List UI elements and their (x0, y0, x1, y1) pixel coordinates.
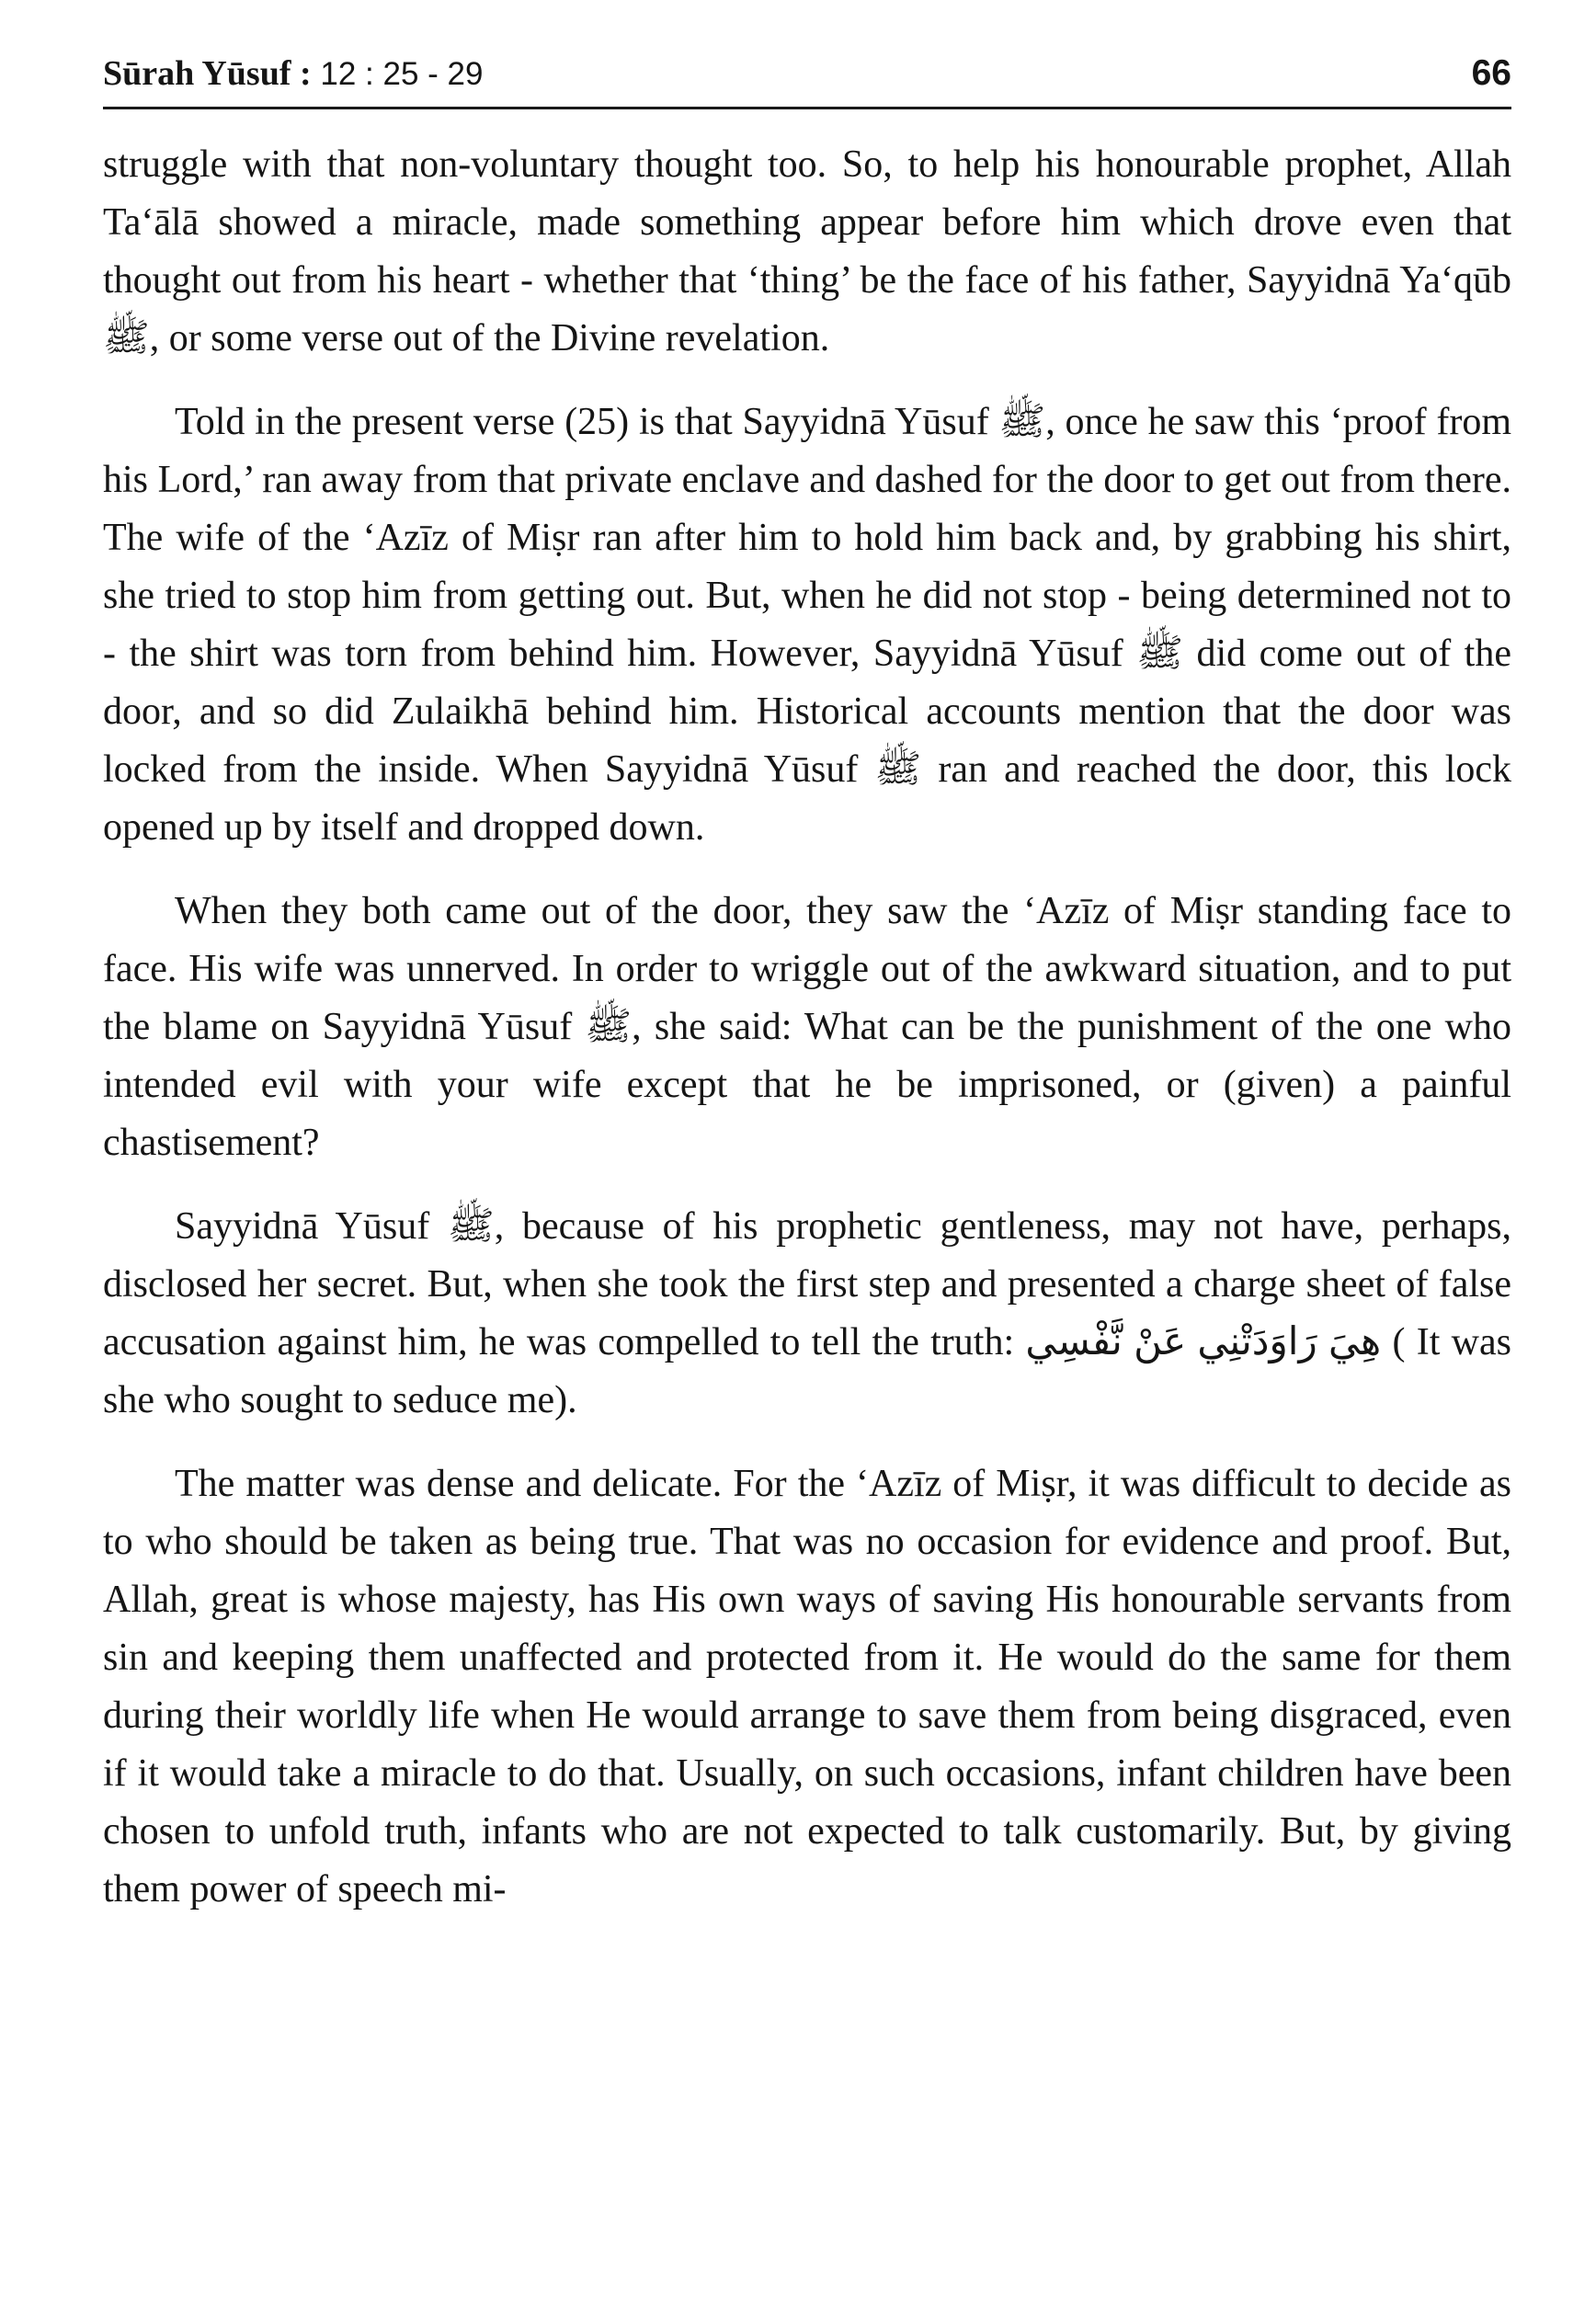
running-header (103, 48, 1511, 107)
verse-range: 12 : 25 - 29 (311, 56, 484, 92)
paragraph: Told in the present verse (25) is that Sayyidnā Yūsuf ﷺ, once he saw this ‘proof from his Lord,’ ran away from that private enclave and dashed for the door to get out from there. The wife of the ‘Azīz of Miṣr ran after him to hold him back and, by grabbing his shirt, she tried to stop him from getting out. But, when he did not stop - being determined not to - the shirt was torn from behind him. However, Sayyidnā Yūsuf ﷺ did come out of the door, and so did Zulaikhā behind him. Historical accounts mention that the door was locked from the inside. When Sayyidnā Yūsuf ﷺ ran and reached the door, this lock opened up by itself and dropped down. (103, 401, 1512, 849)
surah-name: Sūrah Yūsuf : (103, 54, 312, 93)
paragraph: The matter was dense and delicate. For the ‘Azīz of Miṣr, it was difficult to decide as to who should be taken as being true. That was no occasion for evidence and proof. But, Allah, great is whose majesty, has His own ways of saving His honourable servants from sin and keeping them unaffected and protected from it. He would do the same for them during their worldly life when He would arrange to save them from being disgraced, even if it would take a miracle to do that. Usually, on such occasions, infant children have been chosen to unfold truth, infants who are not expected to talk customarily. But, by giving them power of speech mi- (103, 1463, 1511, 1910)
paragraph-continuation: struggle with that non-voluntary thought too. So, to help his honourable prophet, Allah Ta‘ālā showed a miracle, made something appear before him which drove even that thought out from his heart - whether that ‘thing’ be the face of his father, Sayyidnā Ya‘qūb ﷺ, or some verse out of the Divine revelation. (103, 143, 1511, 359)
body-text (103, 136, 1511, 1945)
page-number: 66 (1471, 53, 1511, 93)
header-rule (103, 107, 1511, 109)
paragraph: Sayyidnā Yūsuf ﷺ, because of his prophetic gentleness, may not have, perhaps, disclosed her secret. But, when she took the first step and presented a charge sheet of false accusation against him, he was compelled to tell the truth: هِيَ رَاوَدَتْنِي عَنْ نَّفْسِي ( It was she who sought to seduce me). (103, 1205, 1511, 1421)
paragraph: When they both came out of the door, they saw the ‘Azīz of Miṣr standing face to face. His wife was unnerved. In order to wriggle out of the awkward situation, and to put the blame on Sayyidnā Yūsuf ﷺ, she said: What can be the punishment of the one who intended evil with your wife except that he be imprisoned, or (given) a painful chastisement? (103, 890, 1511, 1164)
running-title (103, 48, 483, 100)
